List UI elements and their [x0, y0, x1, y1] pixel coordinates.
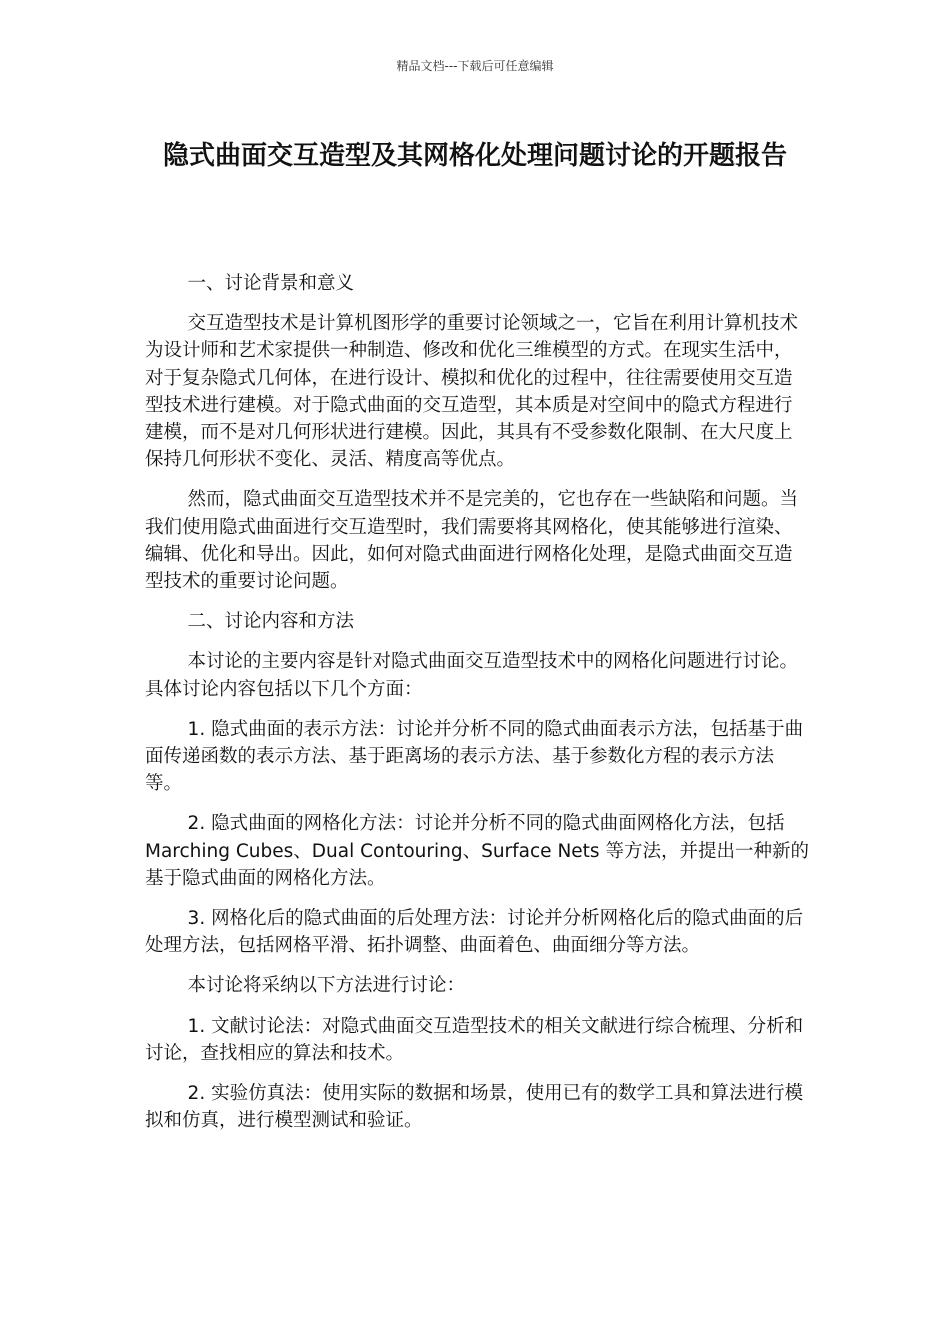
paragraph: 交互造型技术是计算机图形学的重要讨论领域之一，它旨在利用计算机技术为设计师和艺术家提供一种制造、修改和优化三维模型的方式。在现实生活中，对于复杂隐式几何体，在进行设计、模拟和优化的过程中，往往需要使用交互造型技术进行建模。对于隐式曲面的交互造型，其本质是对空间中的隐式方程进行建模，而不是对几何形状进行建模。因此，其具有不受参数化限制、在大尺度上保持几何形状不变化、灵活、精度高等优点。 — [145, 313, 799, 471]
paragraph: 本讨论将采纳以下方法进行讨论： — [187, 975, 466, 997]
list-item: 2. 实验仿真法：使用实际的数据和场景，使用已有的数学工具和算法进行模拟和仿真，进行模型测试和验证。 — [145, 1083, 804, 1132]
paragraph: 本讨论的主要内容是针对隐式曲面交互造型技术中的网格化问题进行讨论。具体讨论内容包括以下几个方面： — [145, 651, 799, 700]
list-item: 1. 文献讨论法：对隐式曲面交互造型技术的相关文献进行综合梳理、分析和讨论，查找相应的算法和技术。 — [145, 1015, 804, 1064]
list-item: 3. 网格化后的隐式曲面的后处理方法：讨论并分析网格化后的隐式曲面的后处理方法，包括网格平滑、拓扑调整、曲面着色、曲面细分等方法。 — [145, 908, 804, 957]
document-title: 隐式曲面交互造型及其网格化处理问题讨论的开题报告 — [162, 141, 787, 171]
section-heading-content-methods: 二、讨论内容和方法 — [187, 611, 355, 633]
page-header-note: 精品文档---下载后可任意编辑 — [396, 59, 554, 73]
list-item: 2. 隐式曲面的网格化方法：讨论并分析不同的隐式曲面网格化方法，包括 Marching Cubes、Dual Contouring、Surface Nets 等方法，并提出一种新的基于隐式曲面的网格化方法。 — [145, 813, 809, 889]
paragraph: 然而，隐式曲面交互造型技术并不是完美的，它也存在一些缺陷和问题。当我们使用隐式曲面进行交互造型时，我们需要将其网格化，使其能够进行渲染、编辑、优化和导出。因此，如何对隐式曲面进行网格化处理，是隐式曲面交互造型技术的重要讨论问题。 — [145, 489, 799, 593]
list-item: 1. 隐式曲面的表示方法：讨论并分析不同的隐式曲面表示方法，包括基于曲面传递函数的表示方法、基于距离场的表示方法、基于参数化方程的表示方法等。 — [145, 718, 804, 795]
section-heading-background: 一、讨论背景和意义 — [187, 273, 355, 294]
document-body — [145, 270, 810, 1147]
